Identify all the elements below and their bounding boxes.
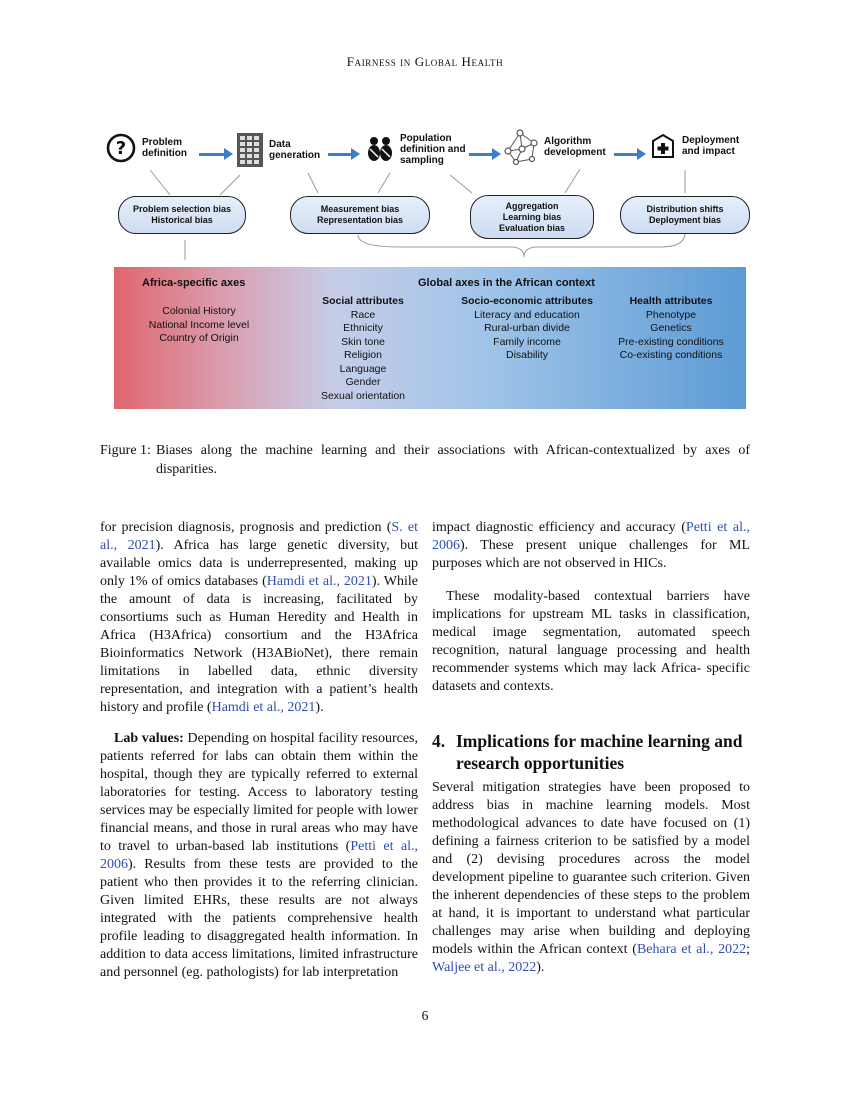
right-paragraph-2: These modality-based contextual barriers have implications for upstream ML tasks in classification, medical image segmentation, automated speech recognition, natural language processing and health recommender systems which may lack Africa- specific datasets and contexts. — [432, 589, 750, 694]
citation-link[interactable]: Waljee et al., 2022 — [432, 960, 537, 975]
attr-item: Pre-existing conditions — [618, 335, 724, 348]
attr-item: Literacy and education — [474, 308, 580, 321]
attr-item: Co-existing conditions — [619, 349, 723, 361]
attr-item: Gender — [345, 376, 381, 388]
africa-axis-item: National Income level — [148, 318, 250, 331]
stage-label: Problem definition — [142, 137, 187, 159]
text-run: ). — [536, 960, 545, 975]
bias-pill-deployment — [620, 196, 750, 234]
stage-label: Algorithm development — [544, 136, 606, 158]
citation-link[interactable]: Hamdi et al., 2021 — [211, 700, 316, 715]
bias-pill-problem — [118, 196, 246, 234]
attr-item: Race — [350, 308, 376, 321]
stage-label: Data generation — [269, 139, 321, 161]
attr-item: Phenotype — [645, 308, 697, 321]
text-run: ). These present unique challenges for ML purposes which are not observed in HICs. — [432, 538, 750, 571]
run-in-heading: Lab values: — [114, 731, 184, 746]
attr-item: Religion — [344, 349, 382, 361]
africa-axis-item: Colonial History — [162, 305, 236, 317]
text-run: for precision diagnosis, prognosis and prediction ( — [100, 520, 392, 535]
stage-label: Deployment and impact — [682, 135, 740, 157]
citation-link[interactable]: Behara et al., 2022 — [636, 942, 747, 957]
stage-label: Population definition and sampling — [400, 133, 466, 166]
citation-link[interactable]: Petti et al., 2006 — [432, 520, 750, 553]
right-paragraph-1 — [432, 519, 750, 573]
text-run: ). While the amount of data is increasing, facilitated by consortiums such as Human Heredity and Health in Africa (H3Africa) consortium and the H3Africa Bioinformatics Network (H3ABioNet), there remain limitations in labelled data, ethnic diversity representation, and integration with a patient’s health history and profile ( — [100, 574, 418, 715]
africa-axes-list — [134, 305, 264, 346]
bias-pill-data — [290, 196, 430, 234]
citation-link[interactable]: Hamdi et al., 2021 — [266, 574, 372, 589]
section-title: Implications for machine learning and research opportunities — [456, 731, 743, 773]
citation-link[interactable]: S. et al., 2021 — [100, 520, 418, 553]
attr-item: Disability — [505, 349, 548, 361]
text-run: ; — [746, 942, 750, 957]
figure-1 — [100, 125, 750, 415]
caption-label: Figure 1: — [100, 443, 151, 458]
text-run: ). Africa has large genetic diversity, but available omics data is underrepresented, making up only 1% of omics databases ( — [100, 538, 418, 589]
left-paragraph-1 — [100, 519, 418, 717]
bias-label: Learning bias — [502, 211, 562, 222]
global-axes-title: Global axes in the African context — [418, 277, 595, 289]
text-run: impact diagnostic efficiency and accuracy ( — [432, 520, 686, 535]
section-number: 4. — [432, 731, 446, 751]
text-run: ). — [315, 700, 324, 715]
bias-label: Problem selection bias — [132, 204, 232, 214]
social-attributes — [308, 295, 418, 403]
attr-item: Language — [339, 362, 387, 375]
caption-text: Biases along the machine learning and their associations with African-contextualized by axes of disparities. — [155, 443, 750, 477]
attr-item: Rural-urban divide — [484, 322, 570, 334]
bias-label: Representation bias — [316, 215, 404, 225]
africa-axis-item: Country of Origin — [159, 332, 239, 344]
health-attributes — [606, 295, 736, 363]
connector-lines — [100, 125, 750, 265]
axes-panel — [114, 267, 746, 409]
attr-item: Genetics — [650, 322, 692, 334]
text-run: Several mitigation strategies have been proposed to address bias in machine learning models. Most methodological advances to date have focused on (1) defining a fairness criterion to be satisfied by a model and (2) devising procedures across the model development pipeline to guarantee such criterion. Given the inherent dependencies of these steps to the problem at hand, it is important to understand what particular challenges may arise when building and deploying models within the African context ( — [432, 780, 750, 957]
right-paragraph-3 — [432, 779, 750, 977]
bias-label: Deployment bias — [648, 215, 722, 225]
attr-item: Skin tone — [341, 335, 385, 348]
running-header: Fairness in Global Health — [346, 54, 504, 69]
section-heading — [432, 730, 752, 774]
attr-item: Family income — [493, 335, 561, 348]
socio-economic-attributes — [452, 295, 602, 363]
attr-item: Ethnicity — [343, 322, 383, 334]
bias-label: Distribution shifts — [646, 204, 724, 214]
bias-label: Aggregation — [505, 200, 559, 211]
citation-link[interactable]: Petti et al., 2006 — [100, 839, 418, 872]
bias-label: Historical bias — [151, 215, 213, 225]
bias-label: Measurement bias — [320, 204, 400, 214]
health-title: Health attributes — [629, 295, 713, 307]
text-run: ). Results from these tests are provided to the patient who then provides it to the referring clinician. Given limited EHRs, these results are not always integrated with the patients comprehensive health profile leading to disaggregated health information. In addition to data access limitations, limited infrastructure and personnel (eg. pathologists) for lab interpretation — [100, 857, 418, 980]
svg-text:?: ? — [115, 138, 127, 159]
text-run: Depending on hospital facility resources, patients referred for labs can obtain them within the hospital, though they are typically referred to external laboratories for testing. Access to laboratory testing services may be especially limited for people with lower financial means, and those in rural areas who may have to travel to urban-based lab institutions ( — [100, 731, 418, 854]
figure-caption — [100, 441, 750, 479]
page-number: 6 — [421, 1008, 429, 1023]
africa-axes-title: Africa-specific axes — [142, 277, 246, 289]
socio-title: Socio-economic attributes — [461, 295, 593, 307]
bias-label: Evaluation bias — [498, 222, 566, 233]
attr-item: Sexual orientation — [320, 389, 406, 402]
left-paragraph-2 — [100, 730, 418, 982]
social-title: Social attributes — [322, 295, 404, 307]
bias-pill-algorithm — [470, 195, 594, 239]
